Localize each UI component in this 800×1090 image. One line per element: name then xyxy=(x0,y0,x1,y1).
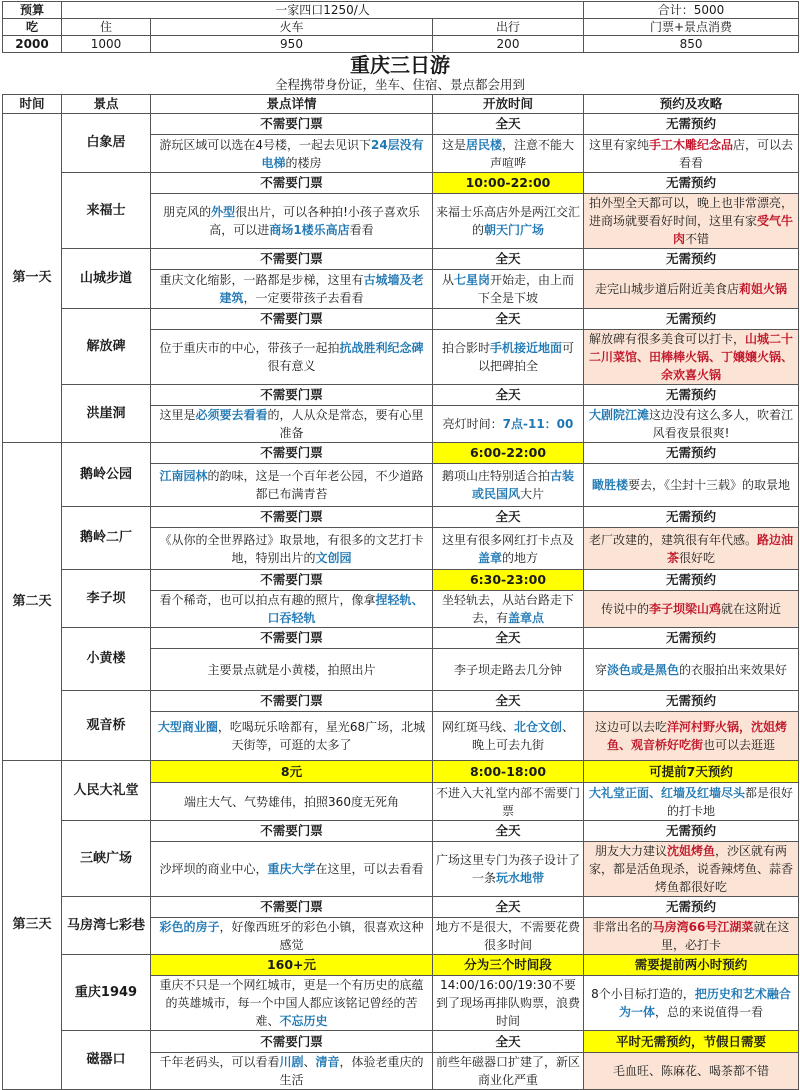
ticket-info: 不需要门票 xyxy=(151,309,433,330)
table-header-row xyxy=(3,95,799,114)
plain-text: 看看 xyxy=(349,223,374,237)
plain-text: 主要景点就是小黄楼，拍照出片 xyxy=(207,662,376,677)
spot-summary-row xyxy=(3,821,799,842)
budget-value-transport: 200 xyxy=(433,36,584,53)
tips xyxy=(584,270,799,309)
plain-text: 8个小目标打造的， xyxy=(591,987,695,1001)
plain-text: 看个稀奇，也可以拍点有趣的照片，像拿 xyxy=(159,593,376,607)
spot-summary-row xyxy=(3,570,799,591)
highlight-red-text: 手工木雕纪念品 xyxy=(648,137,733,152)
opening-hours: 全天 xyxy=(433,385,584,406)
plain-text: 很好吃 xyxy=(679,550,716,565)
highlight-blue-text: 七星岗 xyxy=(453,273,490,287)
spot-name: 三峡广场 xyxy=(62,821,151,897)
opening-hours: 全天 xyxy=(433,897,584,918)
day-label: 第二天 xyxy=(3,443,62,761)
highlight-blue-text: 古城墙及老建筑 xyxy=(219,273,424,305)
spot-summary-row xyxy=(3,443,799,464)
plain-text: 重庆不只是一个网红城市，更是一个有历史的底蕴的英雄城市，每一个中国人都应该铭记曾经的苦难、 xyxy=(159,978,424,1028)
highlight-blue-text: 玩水地带 xyxy=(496,871,545,885)
budget-total: 合计：5000 xyxy=(584,2,799,19)
highlight-blue-text: 川剧 xyxy=(279,1055,304,1069)
spot-details xyxy=(151,1053,433,1090)
budget-header-tickets: 门票+景点消费 xyxy=(584,19,799,36)
plain-text: 位于重庆市的中心，带孩子一起拍 xyxy=(159,341,340,355)
plain-text: 就在这附近 xyxy=(721,602,782,616)
itinerary-table xyxy=(2,94,799,1090)
budget-header-transport: 出行 xyxy=(433,19,584,36)
highlight-blue-text: 大剧院江滩 xyxy=(588,408,649,422)
plain-text: 穿 xyxy=(594,662,607,677)
spot-details xyxy=(151,783,433,821)
spot-details xyxy=(151,976,433,1031)
plain-text: 14:00/16:00/19:30不要到了现场再排队购票，浪费时间 xyxy=(436,978,581,1028)
spot-summary-row xyxy=(3,628,799,649)
tips xyxy=(584,464,799,507)
ticket-info: 不需要门票 xyxy=(151,507,433,528)
spot-name: 李子坝 xyxy=(62,570,151,628)
time-note xyxy=(433,406,584,443)
budget-row-values xyxy=(3,36,799,53)
time-note xyxy=(433,528,584,570)
header-time: 时间 xyxy=(3,95,62,114)
highlight-blue-text: 大礼堂正面、红墙及红墙尽头 xyxy=(588,785,745,800)
tips xyxy=(584,406,799,443)
time-note xyxy=(433,270,584,309)
plain-text: 的，人从众是常态，要有心里准备 xyxy=(267,408,424,440)
highlight-blue-text: 捏轻轨、口吞轻轨 xyxy=(267,593,424,625)
time-note xyxy=(433,464,584,507)
plain-text: 鹅项山庄特别适合拍 xyxy=(441,469,550,483)
ticket-info: 8元 xyxy=(151,761,433,783)
booking-info: 可提前7天预约 xyxy=(584,761,799,783)
plain-text: 非常出名的 xyxy=(592,920,653,934)
highlight-blue-text: 商场1楼乐高店 xyxy=(269,223,350,237)
budget-value-lodging: 1000 xyxy=(62,36,151,53)
plain-text: 广场这里专门为孩子设计了一条 xyxy=(436,853,581,885)
spot-details xyxy=(151,464,433,507)
header-spot: 景点 xyxy=(62,95,151,114)
plain-text: ，注意不能大声喧哗 xyxy=(489,137,575,170)
spot-summary-row xyxy=(3,507,799,528)
plain-text: 可以把碑拍全 xyxy=(477,341,575,373)
booking-info: 无需预约 xyxy=(584,385,799,406)
booking-info: 平时无需预约，节假日需要 xyxy=(584,1031,799,1053)
opening-hours: 全天 xyxy=(433,691,584,712)
plain-text: 重庆文化缩影，一路都是步梯，这里有 xyxy=(159,273,364,287)
booking-info: 无需预约 xyxy=(584,821,799,842)
ticket-info: 不需要门票 xyxy=(151,897,433,918)
highlight-blue-text: 必须要去看看 xyxy=(195,408,268,422)
spot-summary-row xyxy=(3,385,799,406)
plain-text: ，沙区就有两家，都是活鱼现杀，说香辣烤鱼、蒜香烤鱼都很好吃 xyxy=(588,844,793,894)
ticket-info: 不需要门票 xyxy=(151,114,433,135)
booking-info: 无需预约 xyxy=(584,897,799,918)
plain-text: 拍外型全天都可以，晚上也非常漂亮，进商场就要看好时间，这里有家 xyxy=(588,196,793,228)
highlight-blue-text: 外型 xyxy=(211,205,236,219)
booking-info: 无需预约 xyxy=(584,173,799,194)
plain-text: ，一定要带孩子去看看 xyxy=(243,291,364,305)
opening-hours: 全天 xyxy=(433,249,584,270)
budget-header-lodging: 住 xyxy=(62,19,151,36)
highlight-blue-text: 彩色的房子 xyxy=(159,920,220,934)
spot-summary-row xyxy=(3,955,799,976)
spot-summary-row xyxy=(3,691,799,712)
highlight-blue-text: 盖章 xyxy=(477,550,502,565)
opening-hours: 全天 xyxy=(433,628,584,649)
budget-row-headers xyxy=(3,19,799,36)
plain-text: 就在这里，必打卡 xyxy=(660,920,790,952)
opening-hours: 分为三个时间段 xyxy=(433,955,584,976)
day-label: 第三天 xyxy=(3,761,62,1090)
plain-text: 这里有很多网红打卡点及 xyxy=(441,532,574,547)
spot-name: 来福士 xyxy=(62,173,151,249)
highlight-blue-text: 大型商业圈 xyxy=(157,720,218,734)
opening-hours: 全天 xyxy=(433,507,584,528)
plain-text: ，好像西班牙的彩色小镇，很喜欢这种感觉 xyxy=(219,920,424,952)
spot-details xyxy=(151,842,433,897)
plain-text: 、晚上可去九街 xyxy=(471,720,575,752)
highlight-blue-text: 手机接近地面 xyxy=(489,341,562,355)
opening-hours: 全天 xyxy=(433,309,584,330)
highlight-blue-text: 北仓文创 xyxy=(513,720,562,734)
plain-text: 地方不是很大，不需要花费很多时间 xyxy=(436,920,581,952)
spot-summary-row xyxy=(3,309,799,330)
tips xyxy=(584,712,799,761)
plain-text: 这是 xyxy=(441,137,466,152)
spot-details xyxy=(151,194,433,249)
spot-summary-row xyxy=(3,1031,799,1053)
tips xyxy=(584,918,799,955)
highlight-blue-text: 抗战胜利纪念碑 xyxy=(339,341,424,355)
spot-summary-row xyxy=(3,249,799,270)
spot-summary-row xyxy=(3,761,799,783)
plain-text: 这边没有这么多人，吹着江风看夜景很爽! xyxy=(649,408,794,440)
budget-per-person: 一家四口1250/人 xyxy=(62,2,584,19)
time-note xyxy=(433,918,584,955)
opening-hours: 全天 xyxy=(433,1031,584,1053)
plain-text: 不进入大礼堂内部不需要门票 xyxy=(436,785,581,818)
highlight-red-text: 李子坝梁山鸡 xyxy=(648,602,721,616)
tips xyxy=(584,649,799,691)
time-note xyxy=(433,783,584,821)
booking-info: 无需预约 xyxy=(584,309,799,330)
highlight-blue-text: 古装或民国风 xyxy=(471,469,575,501)
plain-text: 拍合影时 xyxy=(441,341,490,355)
ticket-info: 160+元 xyxy=(151,955,433,976)
highlight-red-text: 路边油茶 xyxy=(666,532,794,565)
spot-name: 鹅岭公园 xyxy=(62,443,151,507)
highlight-blue-text: 瞰胜楼 xyxy=(591,478,628,492)
plain-text: 从 xyxy=(441,273,454,287)
plain-text: 解放碑有很多美食可以打卡， xyxy=(588,332,745,346)
highlight-red-text: 洋河村野火锅，沈姐烤鱼、观音桥好吃街 xyxy=(606,720,788,752)
booking-info: 无需预约 xyxy=(584,691,799,712)
budget-value-food: 2000 xyxy=(3,36,62,53)
spot-details xyxy=(151,712,433,761)
highlight-blue-text: 盖章点 xyxy=(508,611,545,625)
plain-text: 的韵味，这是一个百年老公园，不少道路都已布满青苔 xyxy=(207,469,424,501)
plain-text: 要去，《尘封十三载》的取景地 xyxy=(628,478,791,492)
tips xyxy=(584,528,799,570)
highlight-blue-text: 江南园林 xyxy=(159,469,208,483)
spot-details xyxy=(151,330,433,385)
page-subtitle: 全程携带身份证，坐车、住宿、景点都会用到 xyxy=(274,77,525,92)
highlight-blue-text: 7点-11：00 xyxy=(502,417,574,431)
plain-text: 来福士乐高店外是两江交汇的 xyxy=(436,205,581,237)
plain-text: 都是很好的打卡地 xyxy=(666,785,794,818)
highlight-blue-text: 居民楼 xyxy=(465,137,502,152)
opening-hours: 6:00-22:00 xyxy=(433,443,584,464)
plain-text: 前些年磁器口扩建了，新区商业化严重 xyxy=(436,1055,581,1087)
booking-info: 无需预约 xyxy=(584,443,799,464)
plain-text: 在这里，可以去看看 xyxy=(315,862,424,876)
booking-info: 无需预约 xyxy=(584,114,799,135)
spot-name: 马房湾七彩巷 xyxy=(62,897,151,955)
tips xyxy=(584,1053,799,1090)
tips xyxy=(584,194,799,249)
plain-text: ，总的来说值得一看 xyxy=(655,1005,764,1019)
spot-details xyxy=(151,528,433,570)
highlight-red-text: 沈姐烤鱼 xyxy=(666,844,715,858)
highlight-blue-text: 清音 xyxy=(315,1055,340,1069)
plain-text: 、 xyxy=(303,1055,316,1069)
booking-info: 无需预约 xyxy=(584,507,799,528)
plain-text: 老厂改建的，建筑很有年代感。 xyxy=(588,532,757,547)
spot-name: 磁器口 xyxy=(62,1031,151,1090)
highlight-red-text: 山城二十二川菜馆、田棒棒火锅、丁嬢嬢火锅、余欢喜火锅 xyxy=(588,332,794,382)
ticket-info: 不需要门票 xyxy=(151,821,433,842)
highlight-blue-text: 不忘历史 xyxy=(279,1014,328,1028)
time-note xyxy=(433,649,584,691)
plain-text: 的楼房 xyxy=(285,155,322,170)
plain-text: 很出片，可以各种拍!小孩子喜欢乐高，可以进 xyxy=(209,205,420,237)
plain-text: 店，可以去看看 xyxy=(678,137,794,170)
spot-name: 重庆1949 xyxy=(62,955,151,1031)
plain-text: 游玩区域可以选在4号楼，一起去见识下 xyxy=(159,137,371,152)
time-note xyxy=(433,1053,584,1090)
budget-value-tickets: 850 xyxy=(584,36,799,53)
plain-text: 端庄大气、气势雄伟，拍照360度无死角 xyxy=(184,794,399,809)
booking-info: 无需预约 xyxy=(584,570,799,591)
budget-value-train: 950 xyxy=(151,36,433,53)
plain-text: 《从你的全世界路过》取景地，有很多的文艺打卡地，特别出片的 xyxy=(159,532,424,565)
booking-info: 无需预约 xyxy=(584,628,799,649)
time-note xyxy=(433,330,584,385)
plain-text: ，吃喝玩乐啥都有，星光68广场，北城天街等，可逛的太多了 xyxy=(217,720,426,752)
booking-info: 无需预约 xyxy=(584,249,799,270)
plain-text: 这里有家纯 xyxy=(588,137,649,152)
plain-text: 毛血旺、陈麻花、喝茶都不错 xyxy=(612,1064,769,1078)
ticket-info: 不需要门票 xyxy=(151,385,433,406)
spot-name: 山城步道 xyxy=(62,249,151,309)
highlight-red-text: 受气牛肉 xyxy=(672,214,794,246)
spot-details xyxy=(151,591,433,628)
day-label: 第一天 xyxy=(3,114,62,443)
plain-text: 网红斑马线、 xyxy=(441,720,514,734)
spot-name: 洪崖洞 xyxy=(62,385,151,443)
opening-hours: 10:00-22:00 xyxy=(433,173,584,194)
ticket-info: 不需要门票 xyxy=(151,173,433,194)
time-note xyxy=(433,976,584,1031)
opening-hours: 全天 xyxy=(433,114,584,135)
ticket-info: 不需要门票 xyxy=(151,249,433,270)
opening-hours: 全天 xyxy=(433,821,584,842)
spot-details xyxy=(151,649,433,691)
plain-text: 沙坪坝的商业中心， xyxy=(159,862,268,876)
spot-name: 解放碑 xyxy=(62,309,151,385)
booking-info: 需要提前两小时预约 xyxy=(584,955,799,976)
highlight-blue-text: 把历史和艺术融合为一体 xyxy=(618,987,791,1019)
plain-text: 这里是 xyxy=(159,408,196,422)
plain-text: 这边可以去吃 xyxy=(594,720,667,734)
highlight-blue-text: 24层没有电梯 xyxy=(261,137,424,170)
spot-name: 白象居 xyxy=(62,114,151,173)
highlight-blue-text: 重庆大学 xyxy=(267,862,316,876)
time-note xyxy=(433,194,584,249)
plain-text: 亮灯时间： xyxy=(442,417,503,431)
tips xyxy=(584,842,799,897)
opening-hours: 6:30-23:00 xyxy=(433,570,584,591)
plain-text: 也可以去逛逛 xyxy=(703,738,776,752)
header-hours: 开放时间 xyxy=(433,95,584,114)
ticket-info: 不需要门票 xyxy=(151,443,433,464)
ticket-info: 不需要门票 xyxy=(151,570,433,591)
spot-name: 人民大礼堂 xyxy=(62,761,151,821)
budget-header-food: 吃 xyxy=(3,19,62,36)
time-note xyxy=(433,842,584,897)
plain-text: 不错 xyxy=(685,232,710,246)
opening-hours: 8:00-18:00 xyxy=(433,761,584,783)
spot-name: 小黄楼 xyxy=(62,628,151,691)
plain-text: 千年老码头，可以看看 xyxy=(159,1055,280,1069)
ticket-info: 不需要门票 xyxy=(151,628,433,649)
plain-text: 的衣服拍出来效果好 xyxy=(679,662,788,677)
tips xyxy=(584,591,799,628)
spot-summary-row xyxy=(3,173,799,194)
plain-text: ，体验老重庆的生活 xyxy=(279,1055,424,1087)
ticket-info: 不需要门票 xyxy=(151,1031,433,1053)
plain-text: 朋友大力建议 xyxy=(594,844,667,858)
plain-text: 李子坝走路去几分钟 xyxy=(453,662,562,677)
budget-row-total xyxy=(3,2,799,19)
header-details: 景点详情 xyxy=(151,95,433,114)
highlight-red-text: 马房湾66号江湖菜 xyxy=(652,920,754,934)
page-title: 重庆三日游 xyxy=(350,53,450,77)
spot-details xyxy=(151,135,433,173)
tips xyxy=(584,783,799,821)
plain-text: 开始走，由上而下全是下坡 xyxy=(477,273,575,305)
plain-text: 朋克风的 xyxy=(163,205,212,219)
time-note xyxy=(433,591,584,628)
highlight-blue-text: 文创园 xyxy=(315,550,352,565)
plain-text: 走完山城步道后附近美食店 xyxy=(594,282,739,296)
highlight-blue-text: 淡色或是黑色 xyxy=(606,662,679,677)
time-note xyxy=(433,712,584,761)
highlight-red-text: 莉姐火锅 xyxy=(739,282,788,296)
spot-name: 鹅岭二厂 xyxy=(62,507,151,570)
time-note xyxy=(433,135,584,173)
tips xyxy=(584,135,799,173)
spot-details xyxy=(151,918,433,955)
plain-text: 很有意义 xyxy=(267,359,316,373)
spot-summary-row xyxy=(3,897,799,918)
budget-table xyxy=(2,1,799,53)
spot-name: 观音桥 xyxy=(62,691,151,761)
tips xyxy=(584,330,799,385)
spot-details xyxy=(151,406,433,443)
header-booking: 预约及攻略 xyxy=(584,95,799,114)
spot-summary-row xyxy=(3,114,799,135)
spot-details xyxy=(151,270,433,309)
plain-text: 大片 xyxy=(520,487,545,501)
budget-header-train: 火车 xyxy=(151,19,433,36)
ticket-info: 不需要门票 xyxy=(151,691,433,712)
plain-text: 的地方 xyxy=(502,550,539,565)
plain-text: 传说中的 xyxy=(600,602,649,616)
tips xyxy=(584,976,799,1031)
plain-text: 坐轻轨去，从站台路走下去，有 xyxy=(441,593,574,625)
budget-label: 预算 xyxy=(3,2,62,19)
highlight-blue-text: 朝天门广场 xyxy=(484,223,545,237)
